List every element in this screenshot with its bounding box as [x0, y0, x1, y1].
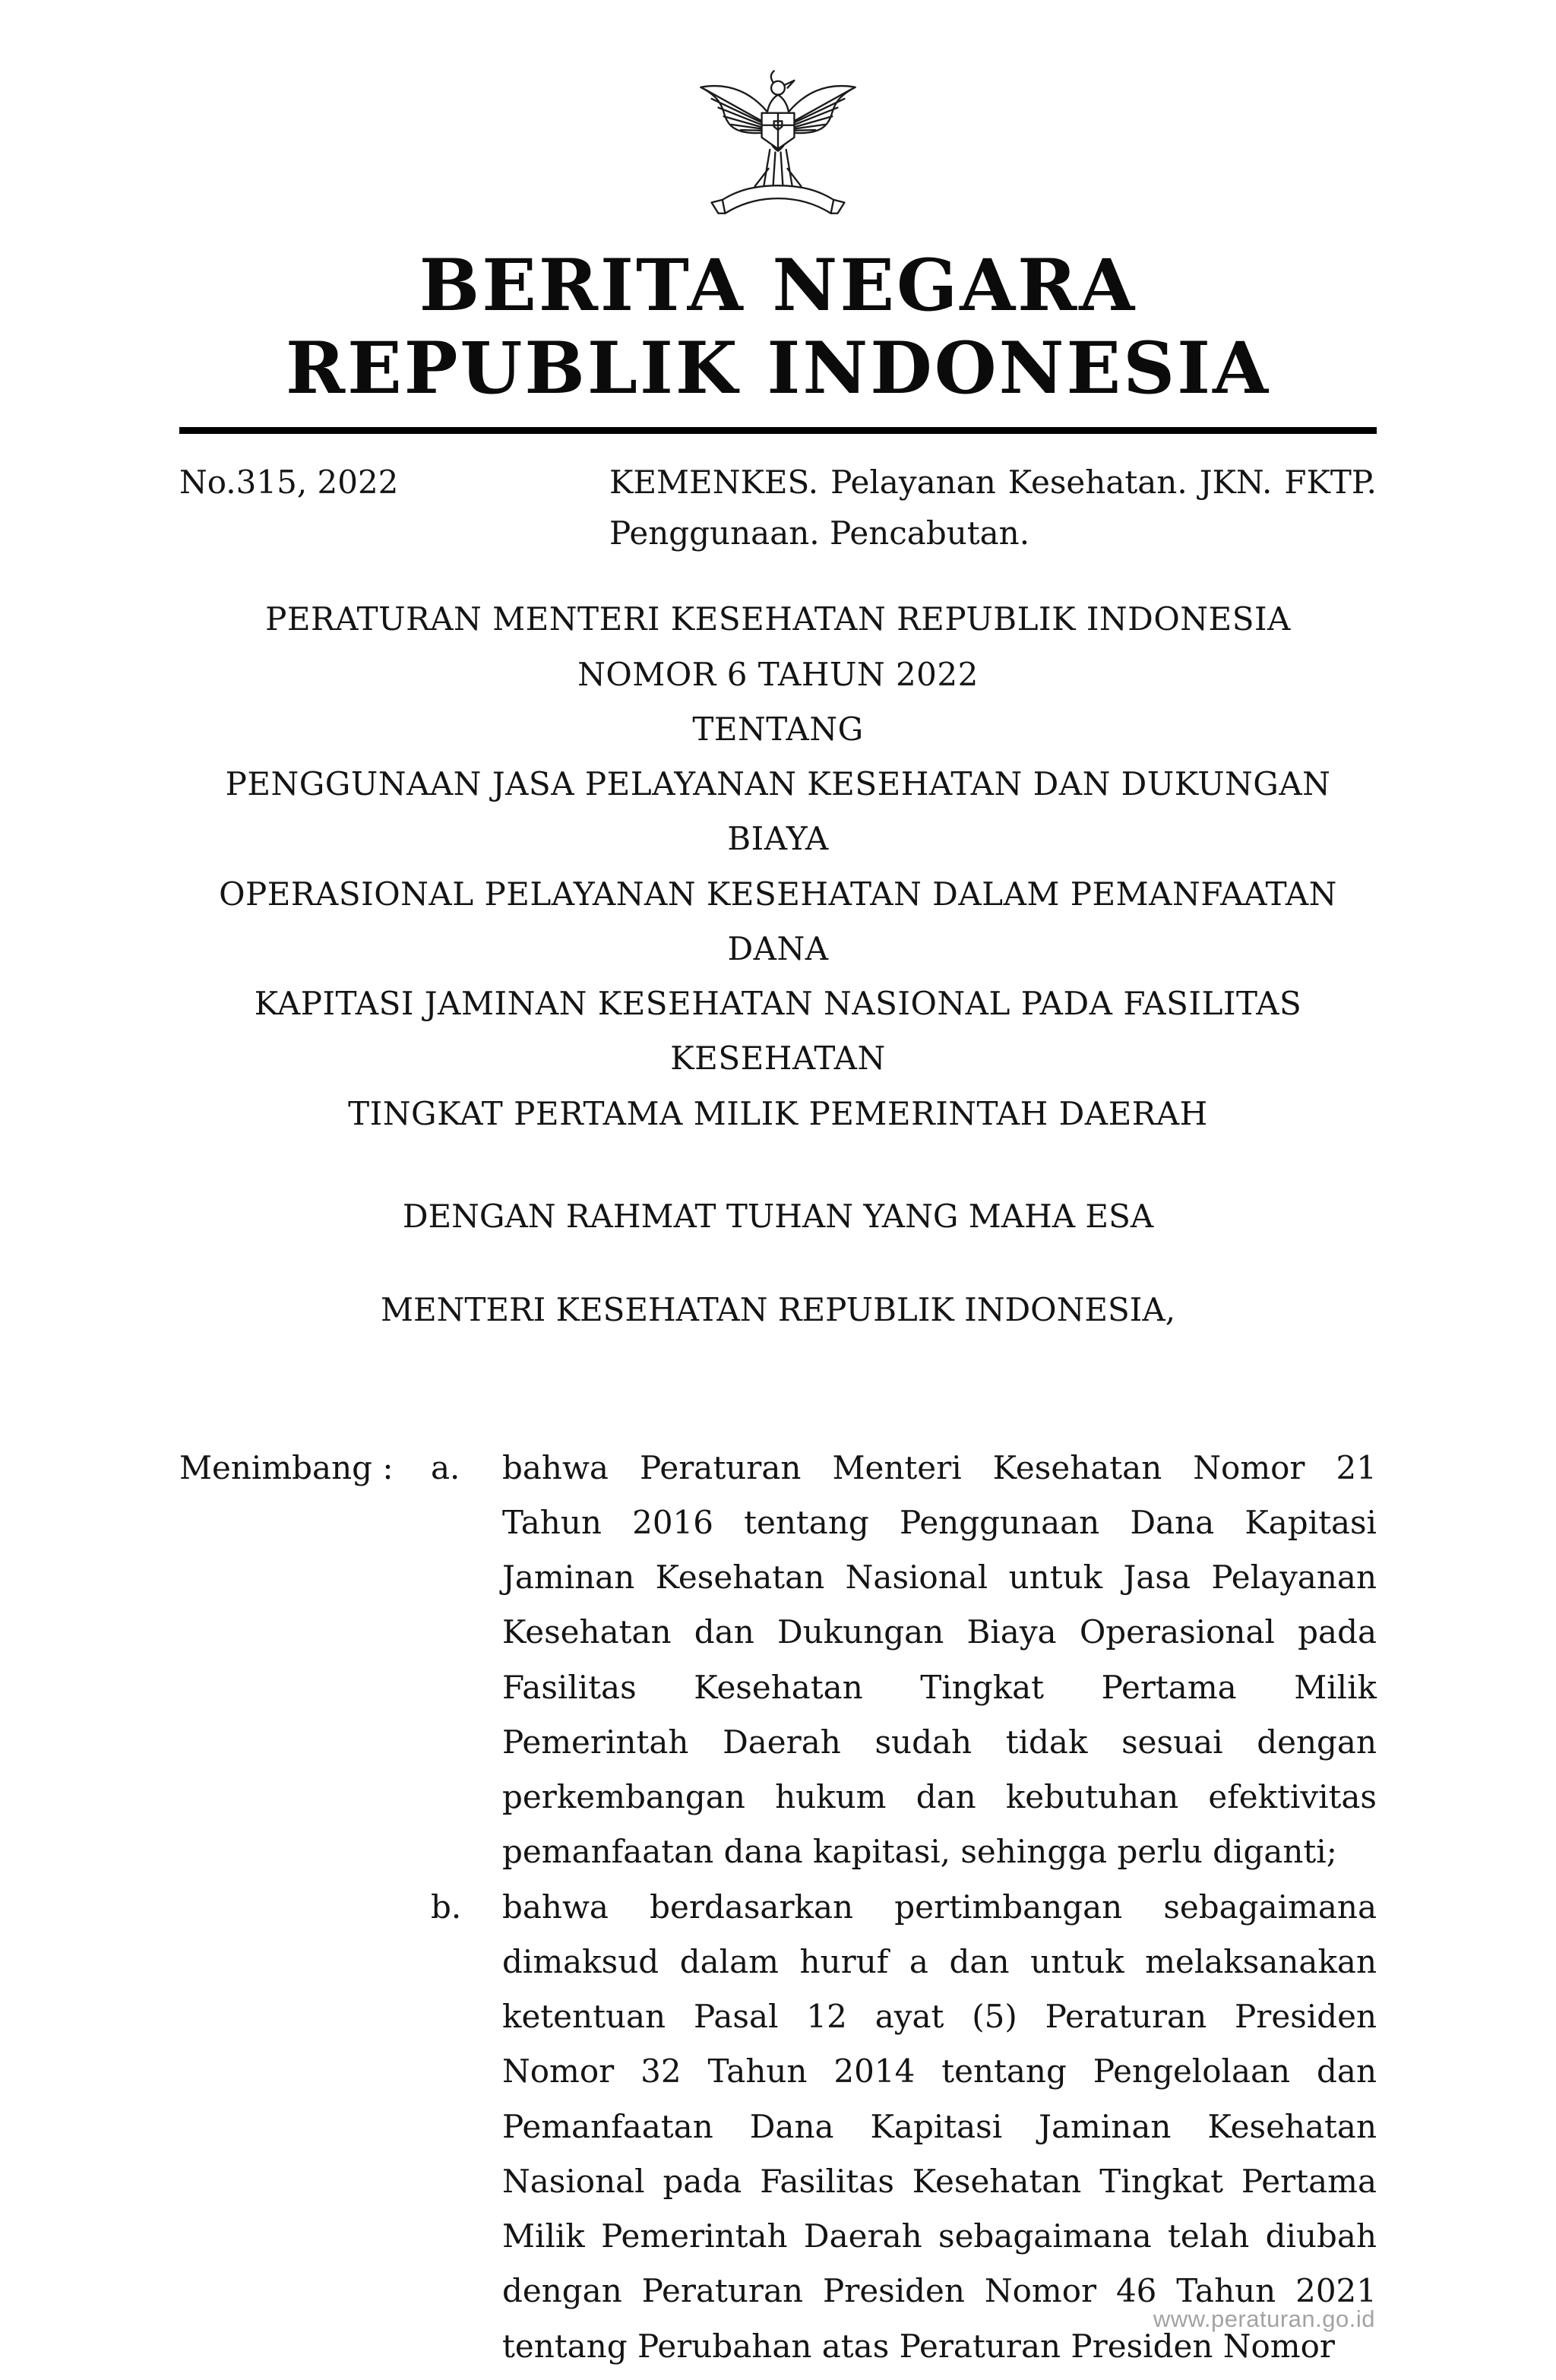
garuda-pancasila-icon: [690, 67, 866, 234]
authority-line: MENTERI KESEHATAN REPUBLIK INDONESIA,: [380, 1290, 1176, 1328]
issue-number: No.315, 2022: [179, 464, 399, 502]
considering-item-b: [431, 1880, 1377, 2374]
issue-subject: KEMENKES. Pelayanan Kesehatan. JKN. FKTP. Penggunaan. Pencabutan.: [609, 464, 1377, 552]
title-line: PENGGUNAAN JASA PELAYANAN KESEHATAN DAN DUKUNGAN BIAYA: [225, 765, 1331, 858]
item-text: bahwa berdasarkan pertimbangan sebagaimana dimaksud dalam huruf a dan untuk melaksanakan ketentuan Pasal 12 ayat (5) Peraturan Presiden Nomor 32 Tahun 2014 tentang Pengelolaan dan Pemanfaatan Dana Kapitasi Jaminan Kesehatan Nasional pada Fasilitas Kesehatan Tingkat Pertama Milik Pemerintah Daerah sebagaimana telah diubah dengan Peraturan Presiden Nomor 46 Tahun 2021 tentang Perubahan atas Peraturan Presiden Nomor: [502, 1888, 1377, 2365]
masthead-divider: [179, 427, 1377, 434]
title-line: KAPITASI JAMINAN KESEHATAN NASIONAL PADA FASILITAS KESEHATAN: [254, 985, 1302, 1078]
title-line: NOMOR 6 TAHUN 2022: [577, 655, 979, 693]
item-letter: b.: [431, 1888, 462, 1926]
title-line: OPERASIONAL PELAYANAN KESEHATAN DALAM PEMANFAATAN DANA: [219, 875, 1337, 967]
title-line: TENTANG: [692, 710, 864, 748]
considering-item-a: [431, 1441, 1377, 1880]
considering-label: Menimbang :: [179, 1448, 394, 1486]
title-line: PERATURAN MENTERI KESEHATAN REPUBLIK INDONESIA: [265, 600, 1291, 638]
masthead: [179, 245, 1377, 410]
watermark: www.peraturan.go.id: [1153, 2306, 1375, 2332]
issue-meta-row: [179, 457, 1377, 559]
item-text: bahwa Peraturan Menteri Kesehatan Nomor 21 Tahun 2016 tentang Penggunaan Dana Kapitasi Jaminan Kesehatan Nasional untuk Jasa Pelayanan Kesehatan dan Dukungan Biaya Operasional pada Fasilitas Kesehatan Tingkat Pertama Milik Pemerintah Daerah sudah tidak sesuai dengan perkembangan hukum dan kebutuhan efektivitas pemanfaatan dana kapitasi, sehingga perlu diganti;: [502, 1448, 1377, 1871]
masthead-line-2: REPUBLIK INDONESIA: [285, 327, 1270, 411]
considering-items: [431, 1441, 1377, 2374]
title-line: TINGKAT PERTAMA MILIK PEMERINTAH DAERAH: [348, 1094, 1208, 1132]
considering-section: [179, 1441, 1377, 2374]
regulation-title-block: [179, 592, 1377, 1141]
emblem-container: [179, 67, 1377, 234]
item-letter: a.: [431, 1448, 460, 1486]
masthead-line-1: BERITA NEGARA: [419, 244, 1137, 328]
invocation-line: DENGAN RAHMAT TUHAN YANG MAHA ESA: [402, 1197, 1154, 1235]
